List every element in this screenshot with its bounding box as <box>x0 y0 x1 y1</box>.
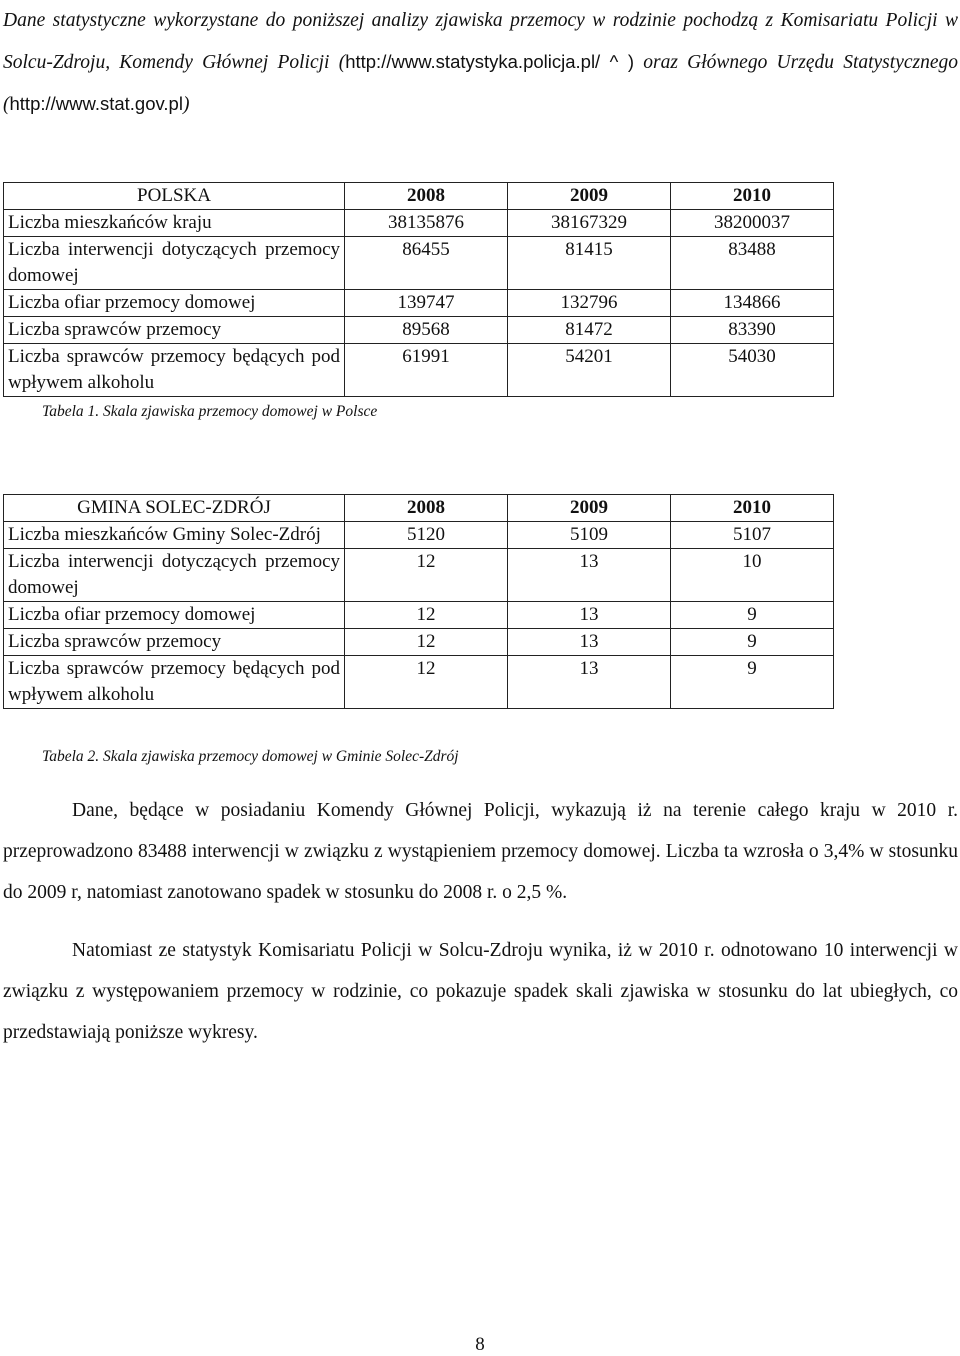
row-value: 81472 <box>508 317 671 344</box>
page-number: 8 <box>475 1334 485 1355</box>
table1-caption: Tabela 1. Skala zjawiska przemocy domowej w Polsce <box>42 403 378 420</box>
header-region: GMINA SOLEC-ZDRÓJ <box>4 495 345 522</box>
table-row <box>4 237 834 290</box>
gus-link[interactable]: http://www.stat.gov.pl <box>9 93 183 114</box>
header-year: 2010 <box>671 495 834 522</box>
row-value: 9 <box>671 656 834 709</box>
row-value: 54201 <box>508 344 671 397</box>
row-value: 5107 <box>671 522 834 549</box>
row-label: Liczba ofiar przemocy domowej <box>4 602 345 629</box>
row-value: 83390 <box>671 317 834 344</box>
row-label: Liczba mieszkańców Gminy Solec-Zdrój <box>4 522 345 549</box>
row-label: Liczba interwencji dotyczących przemocy domowej <box>4 237 345 290</box>
row-label: Liczba interwencji dotyczących przemocy domowej <box>4 549 345 602</box>
table-row <box>4 549 834 602</box>
table-header-row <box>4 183 834 210</box>
row-value: 12 <box>345 602 508 629</box>
police-stats-link[interactable]: http://www.statystyka.policja.pl/ ^ ) <box>345 51 635 72</box>
table2-caption: Tabela 2. Skala zjawiska przemocy domowej w Gminie Solec-Zdrój <box>42 748 459 765</box>
row-value: 132796 <box>508 290 671 317</box>
poland-violence-table <box>3 182 834 397</box>
row-label: Liczba sprawców przemocy <box>4 629 345 656</box>
table-row <box>4 210 834 237</box>
table-row <box>4 602 834 629</box>
row-value: 61991 <box>345 344 508 397</box>
row-label: Liczba mieszkańców kraju <box>4 210 345 237</box>
header-year: 2009 <box>508 495 671 522</box>
row-value: 13 <box>508 629 671 656</box>
header-region: POLSKA <box>4 183 345 210</box>
row-value: 5109 <box>508 522 671 549</box>
row-label: Liczba ofiar przemocy domowej <box>4 290 345 317</box>
row-label: Liczba sprawców przemocy będących pod wpływem alkoholu <box>4 656 345 709</box>
table-row <box>4 629 834 656</box>
row-value: 13 <box>508 602 671 629</box>
body-paragraph-local: Natomiast ze statystyk Komisariatu Policji w Solcu-Zdroju wynika, iż w 2010 r. odnotowano 10 interwencji w związku z występowaniem przemocy w rodzinie, co pokazuje spadek skali zjawiska w stosunku do lat ubiegłych, co przedstawiają poniższe wykresy. <box>3 940 958 1043</box>
body-paragraph-national: Dane, będące w posiadaniu Komendy Głównej Policji, wykazują iż na terenie całego kraju w 2010 r. przeprowadzono 83488 interwencji w związku z wystąpieniem przemocy domowej. Liczba ta wzrosła o 3,4% w stosunku do 2009 r, natomiast zanotowano spadek w stosunku do 2008 r. o 2,5 %. <box>3 800 958 903</box>
row-label: Liczba sprawców przemocy będących pod wpływem alkoholu <box>4 344 345 397</box>
header-year: 2008 <box>345 495 508 522</box>
row-value: 10 <box>671 549 834 602</box>
intro-text-2: oraz Głównego Urzędu Statystycznego ( <box>3 52 958 115</box>
row-value: 9 <box>671 629 834 656</box>
table-row <box>4 317 834 344</box>
intro-text-1: Dane statystyczne wykorzystane do poniższej analizy zjawiska przemocy w rodzinie pochodzą z Komisariatu Policji w Solcu-Zdroju, Komendy Głównej Policji ( <box>3 10 958 73</box>
solec-zdroj-violence-table <box>3 494 834 709</box>
row-label: Liczba sprawców przemocy <box>4 317 345 344</box>
table-header-row <box>4 495 834 522</box>
header-year: 2009 <box>508 183 671 210</box>
row-value: 86455 <box>345 237 508 290</box>
row-value: 13 <box>508 549 671 602</box>
intro-text-3: ) <box>182 94 190 115</box>
row-value: 83488 <box>671 237 834 290</box>
row-value: 9 <box>671 602 834 629</box>
row-value: 81415 <box>508 237 671 290</box>
table-row <box>4 290 834 317</box>
intro-paragraph <box>3 0 958 125</box>
row-value: 89568 <box>345 317 508 344</box>
row-value: 12 <box>345 549 508 602</box>
row-value: 12 <box>345 656 508 709</box>
row-value: 5120 <box>345 522 508 549</box>
row-value: 139747 <box>345 290 508 317</box>
row-value: 38135876 <box>345 210 508 237</box>
table-row <box>4 344 834 397</box>
row-value: 13 <box>508 656 671 709</box>
row-value: 38200037 <box>671 210 834 237</box>
row-value: 134866 <box>671 290 834 317</box>
table-row <box>4 522 834 549</box>
header-year: 2008 <box>345 183 508 210</box>
row-value: 54030 <box>671 344 834 397</box>
row-value: 38167329 <box>508 210 671 237</box>
table-row <box>4 656 834 709</box>
header-year: 2010 <box>671 183 834 210</box>
row-value: 12 <box>345 629 508 656</box>
